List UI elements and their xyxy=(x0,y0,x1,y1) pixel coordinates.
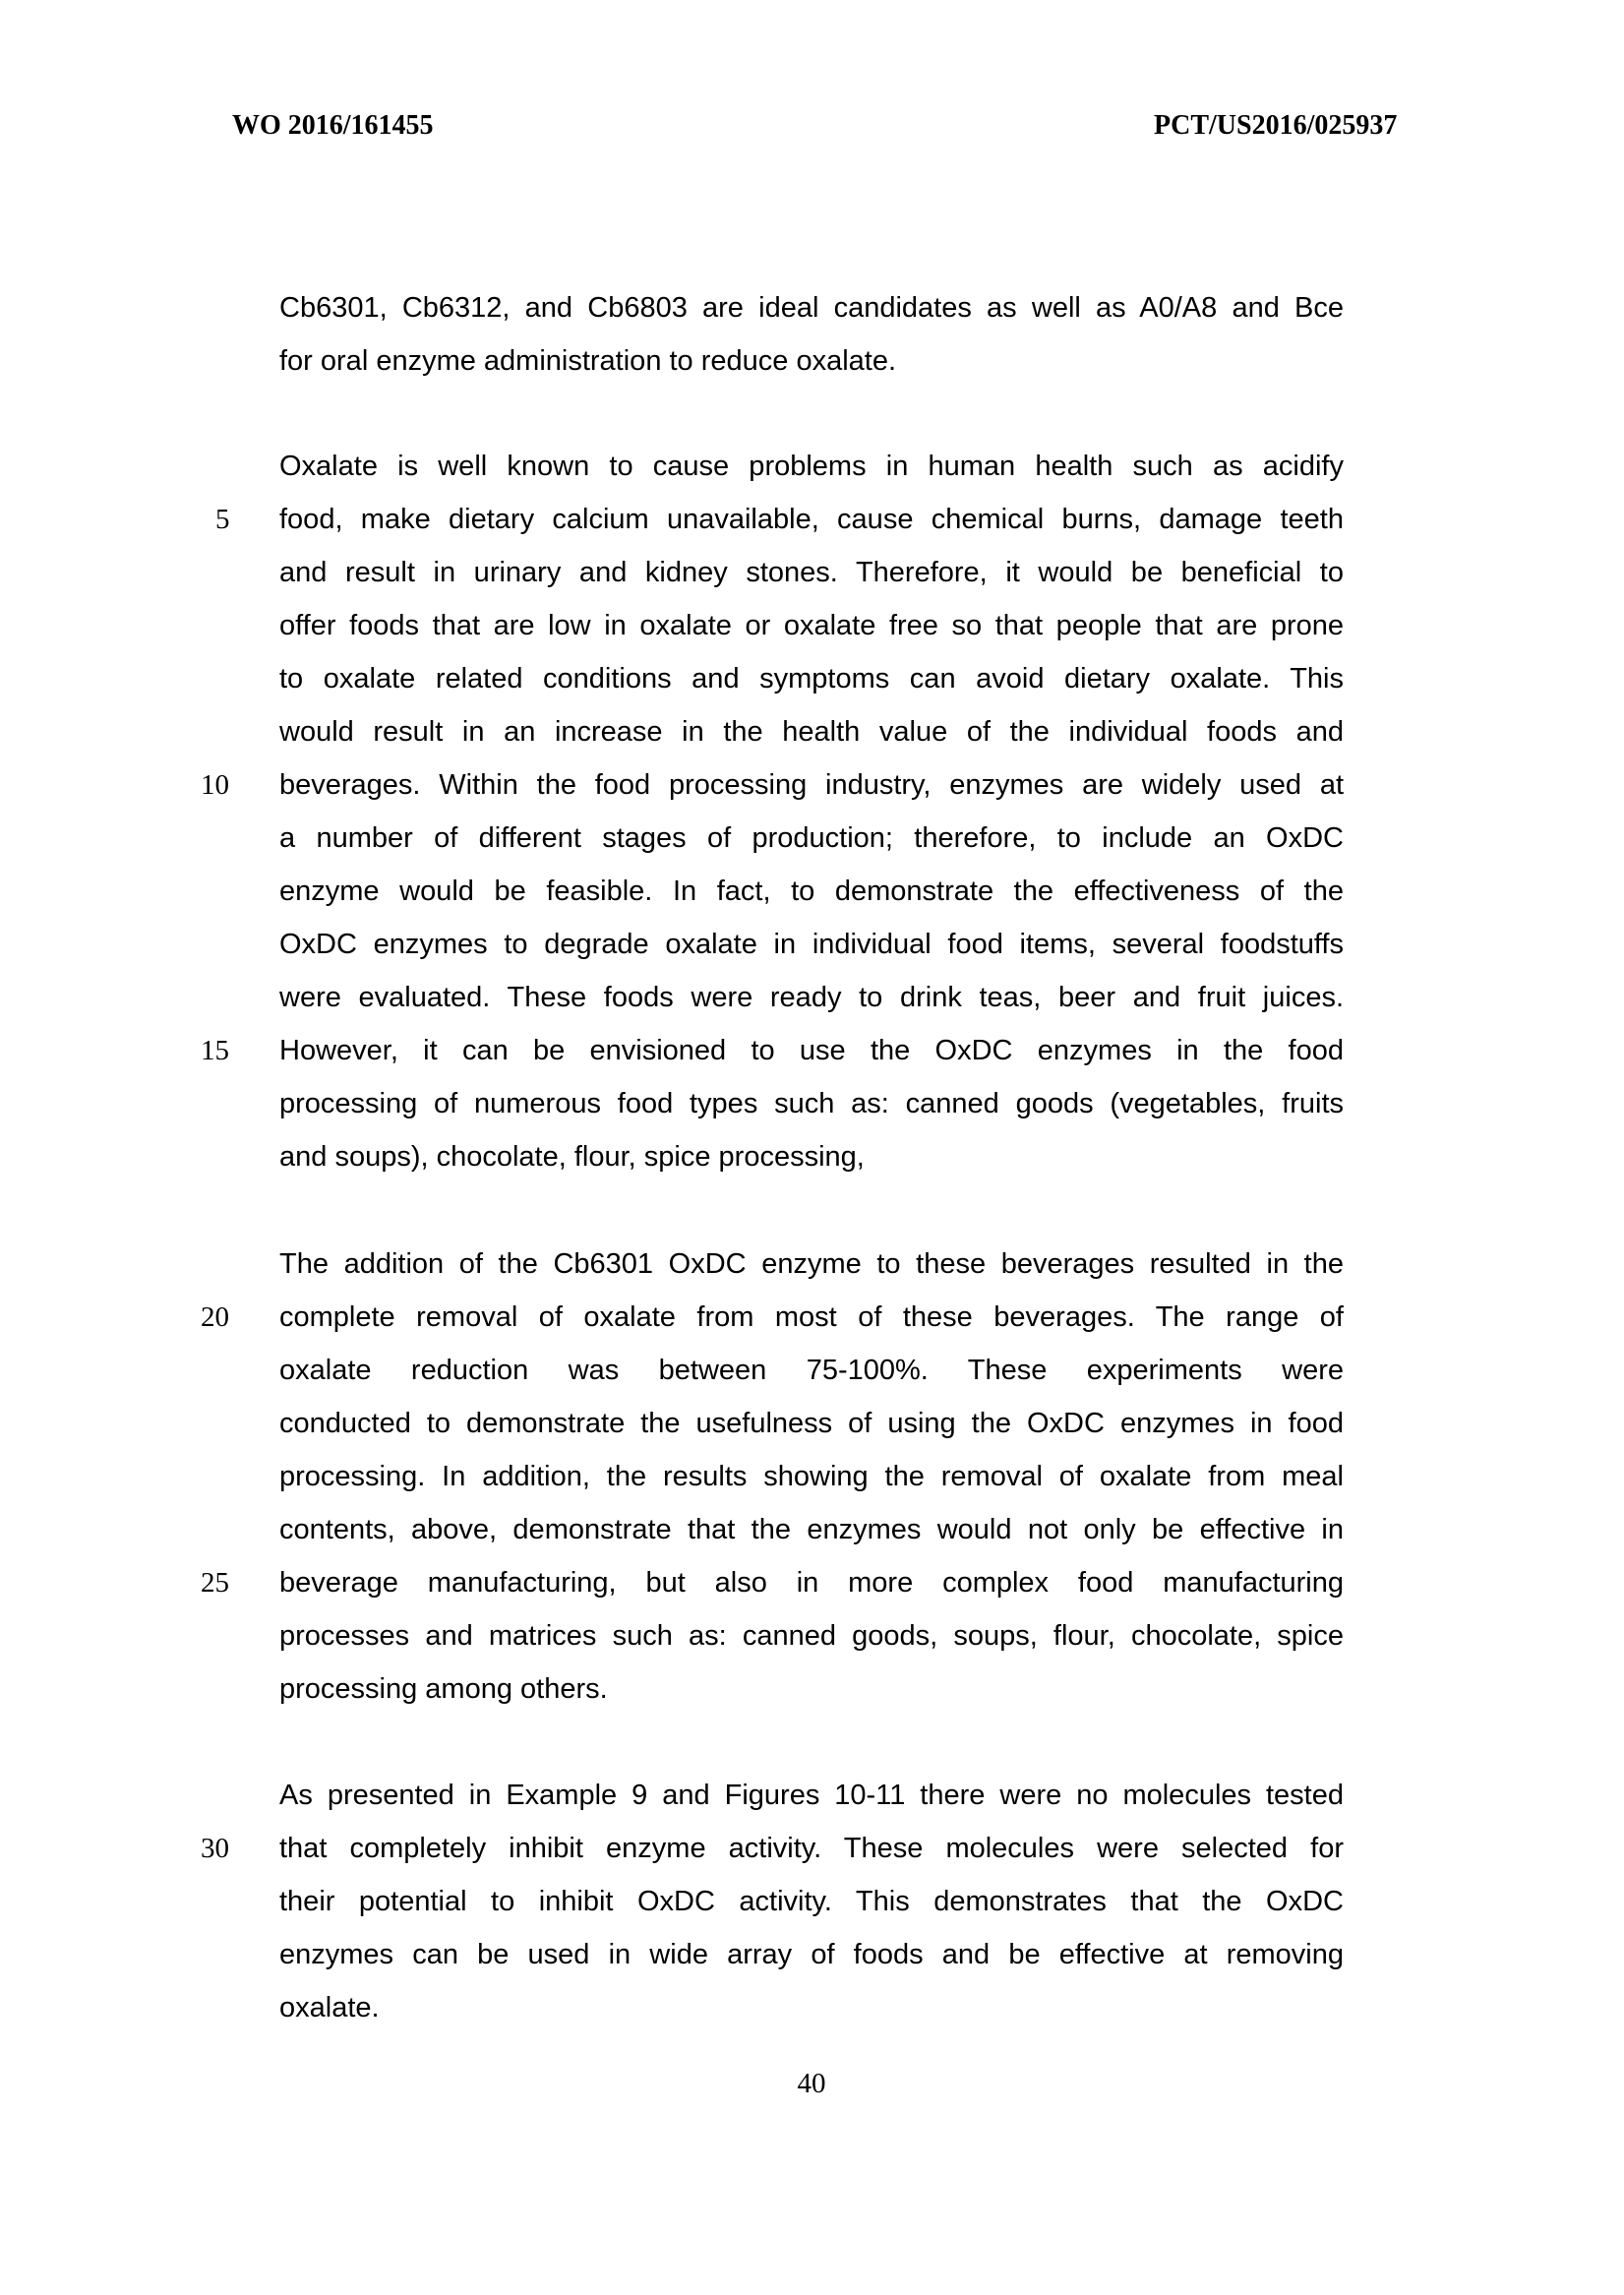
text-line: would result in an increase in the health value of the individual foods and xyxy=(279,716,1344,748)
text-line: oxalate. xyxy=(279,1992,380,2023)
line-number-30: 30 xyxy=(201,1833,229,1864)
line-number-15: 15 xyxy=(201,1035,229,1066)
text-line: for oral enzyme administration to reduce oxalate. xyxy=(279,345,897,377)
text-line: food, make dietary calcium unavailable, cause chemical burns, damage teeth xyxy=(279,504,1344,535)
text-line: complete removal of oxalate from most of these beverages. The range of xyxy=(279,1301,1344,1333)
text-line: a number of different stages of production; therefore, to include an OxDC xyxy=(279,822,1344,854)
text-line: As presented in Example 9 and Figures 10-11 there were no molecules tested xyxy=(279,1780,1344,1811)
text-line: processing of numerous food types such as: canned goods (vegetables, fruits xyxy=(279,1088,1344,1119)
text-line: Oxalate is well known to cause problems in human health such as acidify xyxy=(279,451,1344,482)
text-line: their potential to inhibit OxDC activity. This demonstrates that the OxDC xyxy=(279,1886,1344,1917)
text-line: OxDC enzymes to degrade oxalate in individual food items, several foodstuffs xyxy=(279,929,1344,960)
text-line: contents, above, demonstrate that the enzymes would not only be effective in xyxy=(279,1514,1344,1545)
text-line: processes and matrices such as: canned goods, soups, flour, chocolate, spice xyxy=(279,1620,1344,1652)
text-line: The addition of the Cb6301 OxDC enzyme to these beverages resulted in the xyxy=(279,1248,1344,1280)
text-line: that completely inhibit enzyme activity. These molecules were selected for xyxy=(279,1833,1344,1864)
text-line: were evaluated. These foods were ready to drink teas, beer and fruit juices. xyxy=(279,982,1344,1013)
text-line: beverage manufacturing, but also in more complex food manufacturing xyxy=(279,1567,1344,1599)
application-number: PCT/US2016/025937 xyxy=(1154,110,1398,141)
text-line: to oxalate related conditions and symptoms can avoid dietary oxalate. This xyxy=(279,663,1344,695)
text-line: offer foods that are low in oxalate or oxalate free so that people that are prone xyxy=(279,610,1344,641)
page-number: 40 xyxy=(797,2068,826,2099)
text-line: Cb6301, Cb6312, and Cb6803 are ideal candidates as well as A0/A8 and Bce xyxy=(279,292,1344,324)
text-line: conducted to demonstrate the usefulness of using the OxDC enzymes in food xyxy=(279,1408,1344,1439)
text-line: and soups), chocolate, flour, spice processing, xyxy=(279,1141,865,1173)
line-number-5: 5 xyxy=(215,504,230,535)
text-line: However, it can be envisioned to use the OxDC enzymes in the food xyxy=(279,1035,1344,1066)
line-number-20: 20 xyxy=(201,1301,229,1333)
publication-number: WO 2016/161455 xyxy=(232,110,434,141)
text-line: enzyme would be feasible. In fact, to demonstrate the effectiveness of the xyxy=(279,876,1344,907)
text-line: and result in urinary and kidney stones. Therefore, it would be beneficial to xyxy=(279,557,1344,588)
line-number-25: 25 xyxy=(201,1567,229,1599)
text-line: enzymes can be used in wide array of foods and be effective at removing xyxy=(279,1939,1344,1970)
text-line: oxalate reduction was between 75-100%. These experiments were xyxy=(279,1355,1344,1386)
line-number-10: 10 xyxy=(201,769,229,801)
text-line: processing. In addition, the results showing the removal of oxalate from meal xyxy=(279,1461,1344,1492)
text-line: beverages. Within the food processing industry, enzymes are widely used at xyxy=(279,769,1344,801)
text-line: processing among others. xyxy=(279,1673,608,1705)
